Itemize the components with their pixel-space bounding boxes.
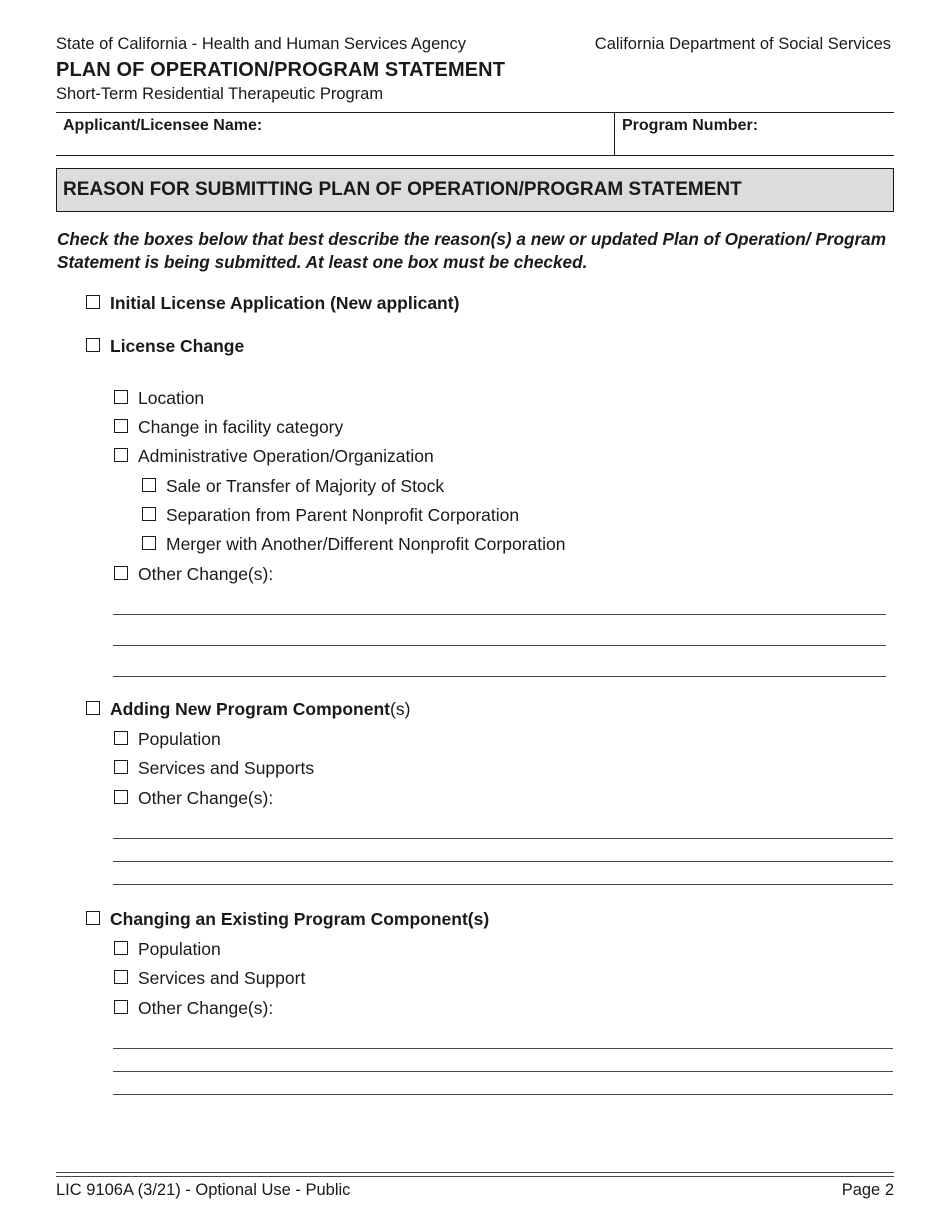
separation-checkbox[interactable] bbox=[142, 507, 156, 521]
changing-component-checkbox[interactable] bbox=[86, 911, 100, 925]
adding-other-checkbox[interactable] bbox=[114, 790, 128, 804]
location-checkbox[interactable] bbox=[114, 390, 128, 404]
admin-operation-label: Administrative Operation/Organization bbox=[138, 446, 434, 466]
changing-population-label: Population bbox=[138, 939, 221, 959]
changing-services-label: Services and Support bbox=[138, 968, 306, 988]
program-number-label: Program Number: bbox=[622, 117, 759, 134]
adding-other-line-2[interactable] bbox=[113, 861, 893, 862]
adding-other-label: Other Change(s): bbox=[138, 788, 274, 808]
footer-rule-double bbox=[56, 1176, 894, 1177]
changing-services-option[interactable] bbox=[114, 968, 305, 989]
license-change-option[interactable] bbox=[86, 336, 244, 357]
adding-component-checkbox[interactable] bbox=[86, 701, 100, 715]
separation-label: Separation from Parent Nonprofit Corporation bbox=[166, 505, 520, 525]
adding-other-line-1[interactable] bbox=[113, 838, 893, 839]
changing-other-line-3[interactable] bbox=[113, 1094, 893, 1095]
adding-services-checkbox[interactable] bbox=[114, 760, 128, 774]
facility-category-label: Change in facility category bbox=[138, 417, 344, 437]
merger-checkbox[interactable] bbox=[142, 536, 156, 550]
license-change-checkbox[interactable] bbox=[86, 338, 100, 352]
changing-other-line-2[interactable] bbox=[113, 1071, 893, 1072]
changing-component-label: Changing an Existing Program Component(s) bbox=[110, 909, 490, 929]
changing-other-checkbox[interactable] bbox=[114, 1000, 128, 1014]
admin-operation-option[interactable] bbox=[114, 446, 434, 467]
adding-services-option[interactable] bbox=[114, 758, 314, 779]
initial-license-option[interactable] bbox=[86, 293, 459, 314]
changing-component-option[interactable] bbox=[86, 909, 489, 930]
sale-transfer-option[interactable] bbox=[142, 476, 444, 497]
admin-operation-checkbox[interactable] bbox=[114, 448, 128, 462]
sale-transfer-label: Sale or Transfer of Majority of Stock bbox=[166, 476, 445, 496]
facility-category-option[interactable] bbox=[114, 417, 343, 438]
identification-fields bbox=[56, 112, 894, 156]
license-other-line-2[interactable] bbox=[113, 645, 886, 646]
adding-services-label: Services and Supports bbox=[138, 758, 315, 778]
sale-transfer-checkbox[interactable] bbox=[142, 478, 156, 492]
adding-component-label: Adding New Program Component bbox=[110, 699, 390, 719]
location-label: Location bbox=[138, 388, 205, 408]
instructions: Check the boxes below that best describe the reason(s) a new or updated Plan of Operation/ Program Statement is being submitted. At least one box must be checked. bbox=[57, 229, 886, 272]
initial-license-label: Initial License Application (New applicant) bbox=[110, 293, 460, 313]
adding-population-option[interactable] bbox=[114, 729, 221, 750]
merger-option[interactable] bbox=[142, 534, 565, 555]
license-other-line-1[interactable] bbox=[113, 614, 886, 615]
section-heading bbox=[56, 168, 894, 212]
license-other-option[interactable] bbox=[114, 564, 273, 585]
form-identifier: LIC 9106A (3/21) - Optional Use - Public bbox=[56, 1181, 351, 1199]
section-title: REASON FOR SUBMITTING PLAN OF OPERATION/PROGRAM STATEMENT bbox=[63, 179, 742, 200]
adding-other-option[interactable] bbox=[114, 788, 273, 809]
changing-other-option[interactable] bbox=[114, 998, 273, 1019]
changing-population-option[interactable] bbox=[114, 939, 221, 960]
changing-services-checkbox[interactable] bbox=[114, 970, 128, 984]
form-title: PLAN OF OPERATION/PROGRAM STATEMENT bbox=[56, 59, 506, 81]
initial-license-checkbox[interactable] bbox=[86, 295, 100, 309]
adding-population-label: Population bbox=[138, 729, 221, 749]
license-other-line-3[interactable] bbox=[113, 676, 886, 677]
footer-rule bbox=[56, 1172, 894, 1173]
adding-component-option[interactable] bbox=[86, 699, 410, 720]
license-other-label: Other Change(s): bbox=[138, 564, 274, 584]
department-name: California Department of Social Services bbox=[594, 35, 891, 53]
adding-other-line-3[interactable] bbox=[113, 884, 893, 885]
applicant-name-label: Applicant/Licensee Name: bbox=[63, 117, 263, 134]
field-divider bbox=[614, 113, 615, 155]
location-option[interactable] bbox=[114, 388, 204, 409]
facility-category-checkbox[interactable] bbox=[114, 419, 128, 433]
changing-population-checkbox[interactable] bbox=[114, 941, 128, 955]
adding-component-label-suffix: (s) bbox=[390, 699, 411, 719]
page-number: Page 2 bbox=[841, 1181, 894, 1199]
form-subtitle: Short-Term Residential Therapeutic Program bbox=[56, 85, 384, 103]
separation-option[interactable] bbox=[142, 505, 519, 526]
license-change-label: License Change bbox=[110, 336, 245, 356]
merger-label: Merger with Another/Different Nonprofit Corporation bbox=[166, 534, 566, 554]
changing-other-label: Other Change(s): bbox=[138, 998, 274, 1018]
license-other-checkbox[interactable] bbox=[114, 566, 128, 580]
adding-population-checkbox[interactable] bbox=[114, 731, 128, 745]
agency-name: State of California - Health and Human Services Agency bbox=[56, 35, 466, 53]
changing-other-line-1[interactable] bbox=[113, 1048, 893, 1049]
